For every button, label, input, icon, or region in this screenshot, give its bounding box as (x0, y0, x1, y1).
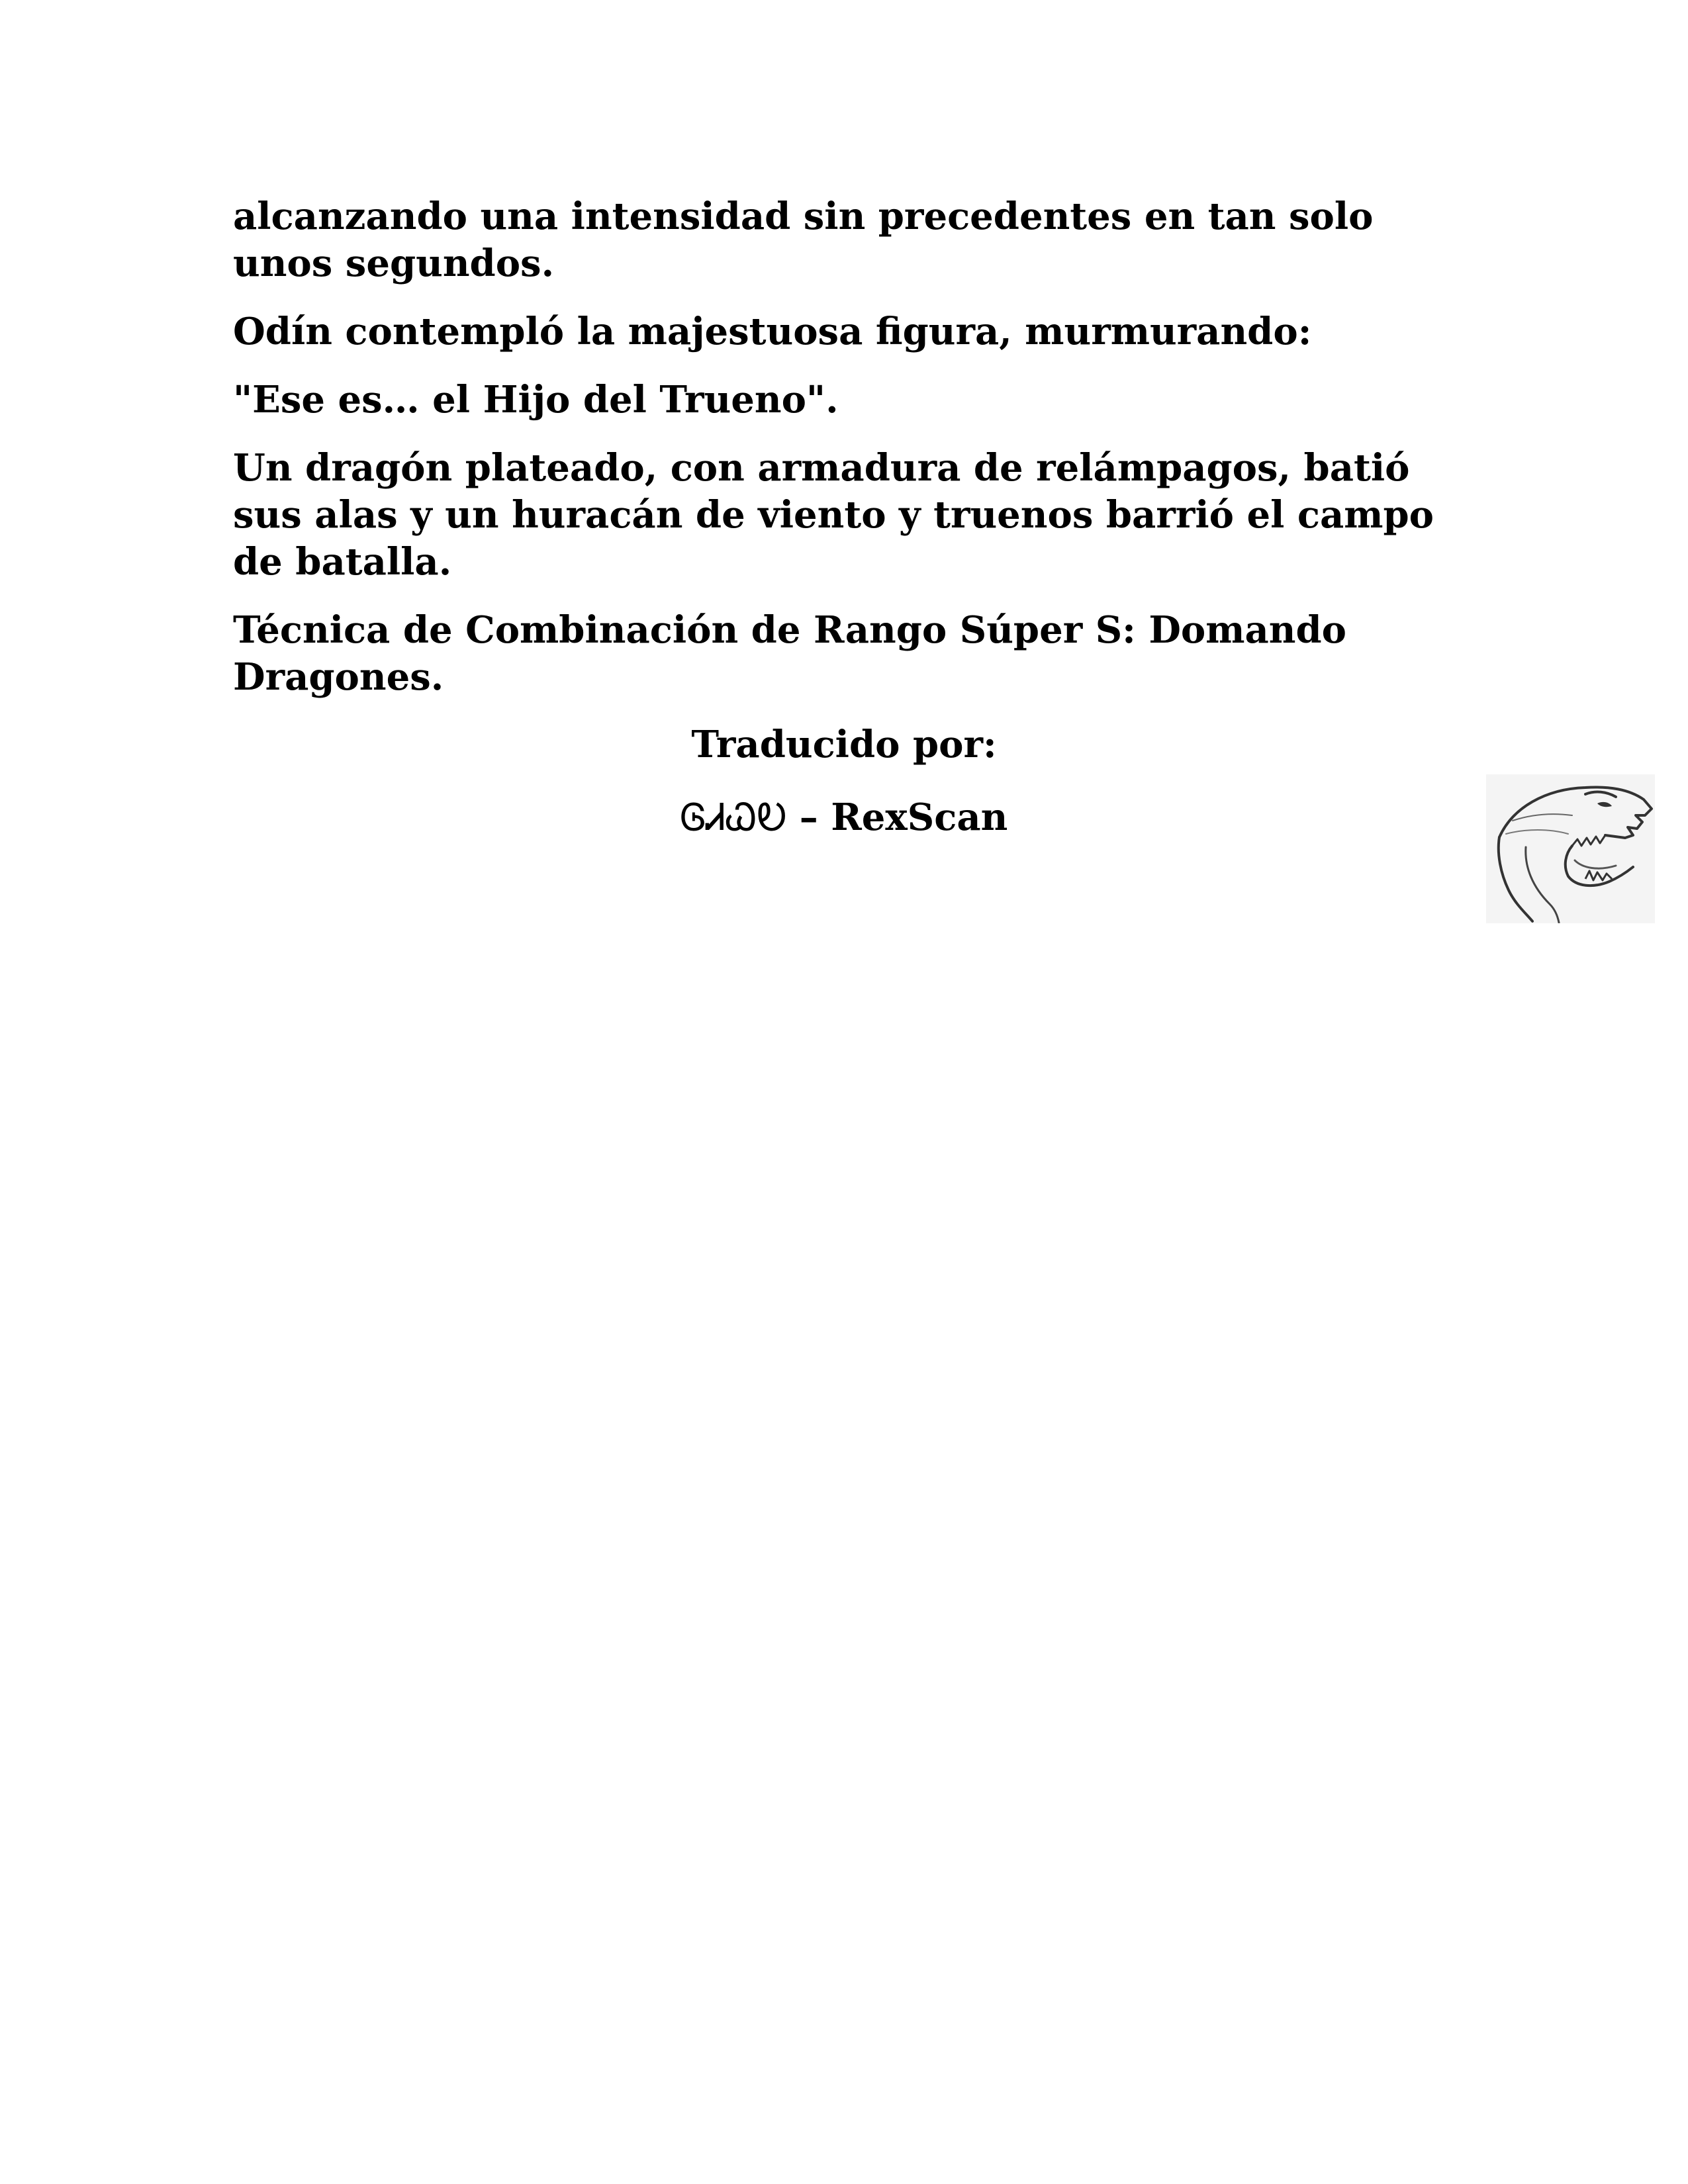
translator-signature: ᎶᏗᏇᎧ (680, 796, 787, 839)
group-name: RexScan (831, 796, 1008, 839)
paragraph-5: Técnica de Combinación de Rango Súper S: Domando Dragones. (233, 608, 1346, 699)
body-text (233, 193, 1477, 722)
paragraph-4: Un dragón plateado, con armadura de relámpagos, batió sus alas y un huracán de viento y truenos barrió el campo de batalla. (233, 446, 1434, 584)
paragraph-3: "Ese es… el Hijo del Trueno". (233, 378, 839, 422)
credits-label: Traducido por: (691, 723, 997, 766)
credits-separator: – (786, 796, 831, 839)
t-rex-head-icon (1486, 774, 1655, 923)
paragraph-1: alcanzando una intensidad sin precedentes en tan solo unos segundos. (233, 195, 1374, 285)
paragraph-2: Odín contempló la majestuosa figura, murmurando: (233, 310, 1312, 353)
credits-line (0, 794, 1688, 841)
